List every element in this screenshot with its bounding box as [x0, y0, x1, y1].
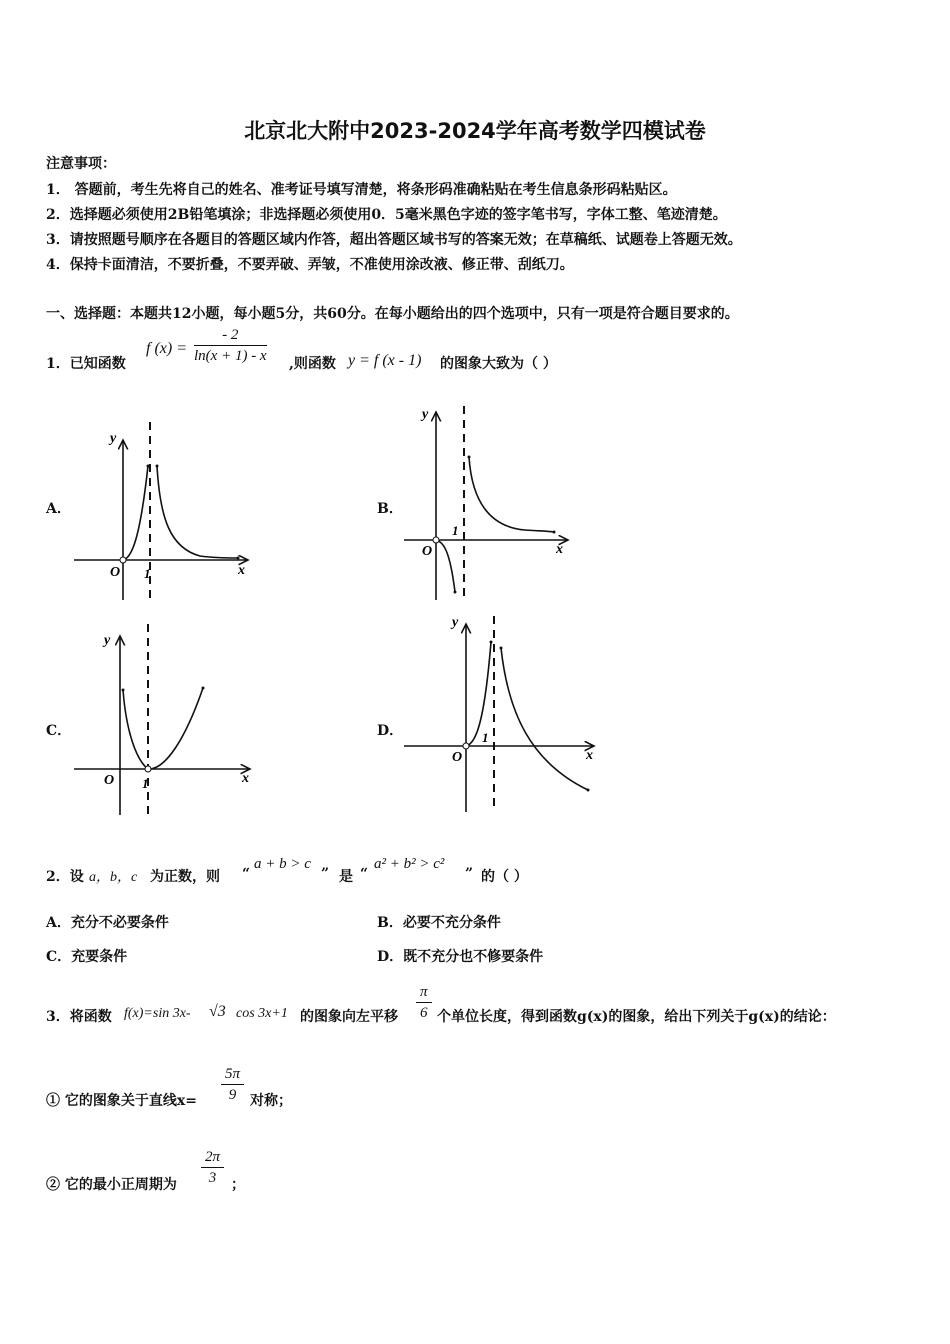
one-label: 1	[452, 523, 459, 538]
q2-quote-open-1: “	[242, 866, 251, 882]
q2-vars: a，b，c	[89, 870, 138, 885]
curve-right	[157, 466, 238, 558]
q3-statement-1-prefix: ① 它的图象关于直线x=	[46, 1093, 197, 1109]
y-label: y	[104, 633, 111, 648]
origin-label: O	[452, 750, 463, 765]
q1-fraction	[194, 327, 267, 365]
q2-option-b: B．必要不充分条件	[377, 915, 501, 931]
q3-statement-1-suffix: 对称；	[250, 1093, 292, 1109]
notice-heading: 注意事项：	[46, 156, 116, 172]
q2-quote-open-2: “	[360, 866, 369, 882]
q2-option-a: A．充分不必要条件	[46, 915, 169, 931]
page-title: 北京北大附中2023-2024学年高考数学四模试卷	[244, 119, 706, 143]
x-label: x	[556, 542, 563, 557]
q2-mid1: 为正数，则	[150, 869, 220, 885]
q1-frac-num: - 2	[194, 327, 267, 346]
notice-item-3: 3．请按照题号顺序在各题目的答题区域内作答，超出答题区域书写的答案无效；在草稿纸、试题卷上答题无效。	[46, 232, 742, 248]
graph-a	[70, 418, 255, 603]
q3-mid: 的图象向左平移	[300, 1009, 398, 1025]
curve-left	[436, 540, 455, 592]
q3-suffix: 个单位长度，得到函数g(x)的图象，给出下列关于g(x)的结论：	[437, 1009, 836, 1025]
q2-prefix: 2．设	[46, 869, 84, 885]
q3-s2-fraction	[201, 1149, 224, 1187]
curve	[123, 688, 203, 769]
q3-func: f(x)=sin 3x-	[124, 1006, 191, 1021]
q3-shift-num: π	[416, 984, 432, 1003]
notice-item-4: 4．保持卡面清洁，不要折叠，不要弄破、弄皱，不准使用涂改液、修正带、刮纸刀。	[46, 257, 574, 273]
q1-suffix: 的图象大致为（ ）	[440, 356, 557, 372]
notice-item-1: 1． 答题前，考生先将自己的姓名、准考证号填写清楚，将条形码准确粘贴在考生信息条形码粘贴区。	[46, 182, 677, 198]
y-label: y	[422, 407, 429, 422]
graph-d	[400, 612, 600, 817]
q1-expr: y = f (x - 1)	[348, 352, 422, 369]
q1-frac-den: ln(x + 1) - x	[194, 348, 267, 364]
one-label: 1	[482, 730, 489, 745]
q2-cond1: a + b > c	[254, 856, 311, 872]
q3-sqrt: √3	[209, 1003, 226, 1020]
origin-label: O	[104, 773, 115, 788]
graph-b	[400, 402, 575, 602]
y-label: y	[452, 615, 459, 630]
q1-option-d-label: D．	[377, 723, 404, 739]
origin-point	[463, 743, 469, 749]
section-heading: 一、选择题：本题共12小题，每小题5分，共60分。在每小题给出的四个选项中，只有一项是符合题目要求的。	[46, 306, 739, 322]
y-label: y	[110, 431, 117, 446]
origin-point	[120, 557, 126, 563]
q2-suffix: 的（ ）	[481, 869, 528, 885]
q3-s1-den: 9	[228, 1087, 237, 1103]
q2-cond2: a² + b² > c²	[374, 856, 445, 872]
one-label: 1	[144, 566, 151, 581]
origin-label: O	[110, 565, 121, 580]
curve-right	[501, 648, 588, 790]
x-label: x	[242, 771, 249, 786]
q3-shift-fraction	[416, 984, 432, 1022]
q3-prefix: 3．将函数	[46, 1009, 112, 1025]
curve-left	[123, 466, 148, 560]
q2-option-d: D．既不充分也不修要条件	[377, 949, 544, 965]
q2-quote-close-2: ”	[465, 866, 474, 882]
q3-func2: cos 3x+1	[236, 1006, 288, 1021]
notice-item-2: 2．选择题必须使用2B铅笔填涂；非选择题必须使用0．5毫米黑色字迹的签字笔书写，字体工整、笔迹清楚。	[46, 207, 727, 223]
q1-mid: ,则函数	[289, 356, 336, 372]
x-label: x	[238, 563, 245, 578]
q3-s1-fraction	[221, 1066, 244, 1104]
q3-shift-den: 6	[420, 1005, 428, 1021]
origin-label: O	[422, 544, 433, 559]
q3-s2-den: 3	[208, 1170, 217, 1186]
q2-quote-close-1: ”	[321, 866, 330, 882]
curve-right	[469, 457, 554, 532]
q1-option-c-label: C．	[46, 723, 72, 739]
q2-mid2: 是	[339, 869, 353, 885]
min-point	[145, 766, 151, 772]
q3-statement-2-suffix: ；	[231, 1177, 245, 1193]
graph-c	[70, 620, 255, 820]
q3-statement-2-prefix: ② 它的最小正周期为	[46, 1177, 177, 1193]
q1-option-a-label: A．	[46, 501, 71, 517]
q1-option-b-label: B．	[377, 501, 403, 517]
q1-prefix: 1．已知函数	[46, 356, 126, 372]
one-label: 1	[142, 776, 149, 791]
q3-s1-num: 5π	[221, 1066, 244, 1085]
q1-f-lhs: f (x) =	[146, 340, 187, 357]
q2-option-c: C．充要条件	[46, 949, 128, 965]
q3-s2-num: 2π	[201, 1149, 224, 1168]
x-label: x	[586, 748, 593, 763]
origin-point	[433, 537, 439, 543]
